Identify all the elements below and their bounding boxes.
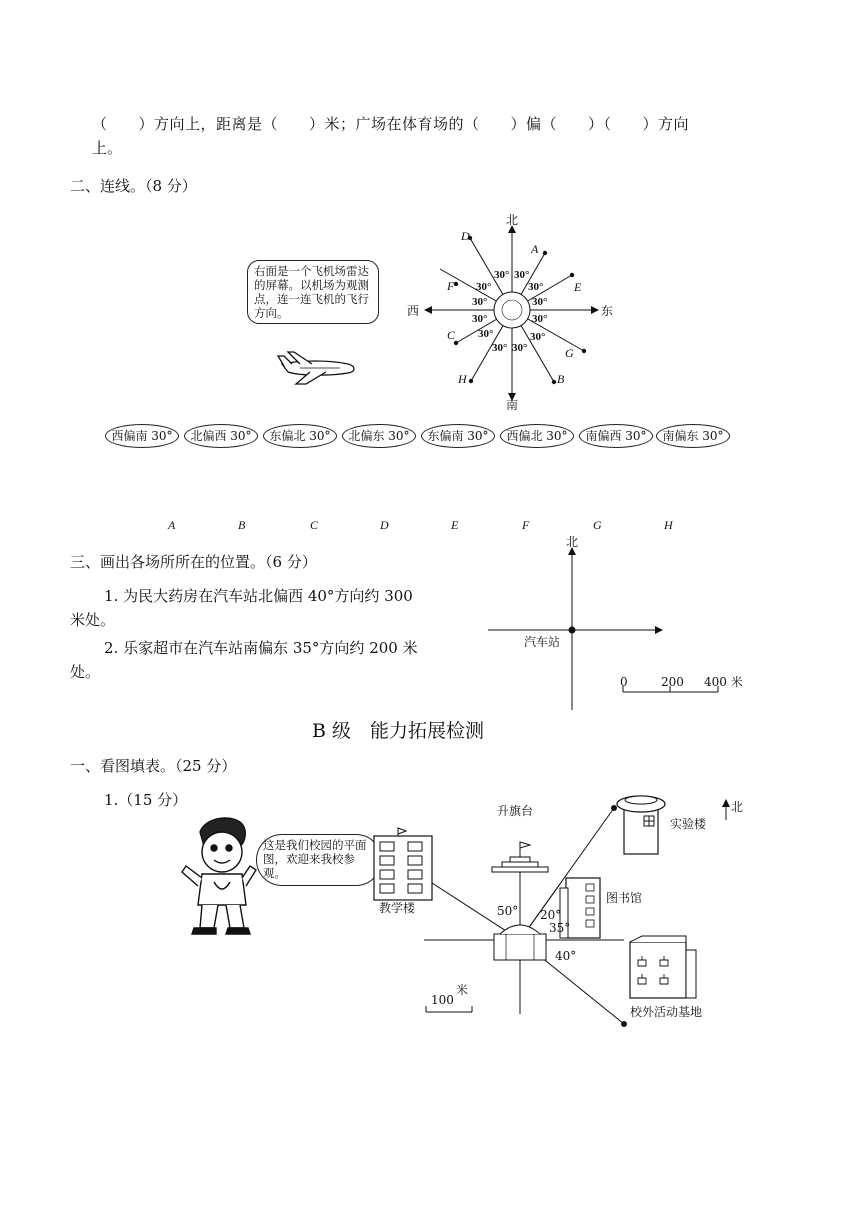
section-2-heading: 二、连线。（8 分）: [70, 177, 197, 195]
svg-text:30°: 30°: [478, 328, 494, 340]
direction-oval-6[interactable]: 西偏北 30°: [500, 424, 574, 448]
radar-west-label: 西: [407, 304, 420, 318]
svg-text:30°: 30°: [494, 269, 510, 281]
bus-axis-north: 北: [566, 535, 579, 549]
direction-oval-7[interactable]: 南偏西 30°: [579, 424, 653, 448]
radar-point-F: F: [447, 279, 455, 293]
bus-station-label: 汽车站: [524, 635, 561, 649]
section-3-item-2-cont: 处。: [70, 663, 101, 681]
radar-north-label: 北: [506, 213, 519, 227]
svg-text:30°: 30°: [472, 296, 488, 308]
svg-text:30°: 30°: [476, 281, 492, 293]
match-letter-F[interactable]: F: [522, 518, 530, 532]
direction-oval-4[interactable]: 北偏东 30°: [342, 424, 416, 448]
top-line-1: （ ）方向上，距离是（ ）米；广场在体育场的（ ）偏（ ）（ ）方向: [92, 115, 690, 133]
svg-text:30°: 30°: [472, 313, 488, 325]
scale-200: 200: [661, 675, 684, 689]
radar-east-label: 东: [601, 304, 614, 318]
match-letter-C[interactable]: C: [310, 518, 319, 532]
radar-point-B: B: [557, 372, 565, 386]
svg-text:30°: 30°: [514, 269, 530, 281]
section-3-heading: 三、画出各场所所在的位置。（6 分）: [70, 553, 317, 571]
outdoor-base-label: 校外活动基地: [630, 1005, 703, 1019]
match-letter-A[interactable]: A: [168, 518, 176, 532]
direction-oval-2[interactable]: 北偏西 30°: [184, 424, 258, 448]
radar-point-C: C: [447, 328, 456, 342]
radar-point-E: E: [574, 280, 582, 294]
match-letter-H[interactable]: H: [664, 518, 673, 532]
angle-40: 40°: [555, 949, 577, 963]
direction-oval-1[interactable]: 西偏南 30°: [105, 424, 179, 448]
radar-point-H: H: [458, 372, 467, 386]
svg-text:30°: 30°: [512, 342, 528, 354]
campus-welcome-bubble: 这是我们校园的平面图，欢迎来我校参观。: [256, 834, 382, 886]
section-b-title: B 级 能力拓展检测: [312, 720, 485, 742]
svg-text:30°: 30°: [492, 342, 508, 354]
match-letter-G[interactable]: G: [593, 518, 602, 532]
direction-oval-8[interactable]: 南偏东 30°: [656, 424, 730, 448]
scale-400: 400 米: [704, 675, 743, 689]
section-3-item-2: 2. 乐家超市在汽车站南偏东 35°方向约 200 米: [104, 639, 418, 657]
match-letter-D[interactable]: D: [380, 518, 389, 532]
radar-south-label: 南: [506, 398, 519, 412]
lab-building-label: 实验楼: [670, 817, 707, 831]
match-letter-B[interactable]: B: [238, 518, 246, 532]
direction-oval-5[interactable]: 东偏南 30°: [421, 424, 495, 448]
angle-35: 35°: [549, 921, 571, 935]
svg-text:30°: 30°: [528, 281, 544, 293]
map-scale-unit: 米: [456, 983, 469, 997]
section-3-item-1-cont: 米处。: [70, 611, 116, 629]
top-line-2: 上。: [92, 139, 123, 157]
angle-20: 20°: [540, 908, 562, 922]
match-letter-E[interactable]: E: [451, 518, 459, 532]
radar-point-A: A: [531, 242, 539, 256]
section-3-item-1: 1. 为民大药房在汽车站北偏西 40°方向约 300: [104, 587, 413, 605]
section-b-item-1: 1.（15 分）: [104, 791, 188, 809]
svg-text:30°: 30°: [530, 331, 546, 343]
flag-platform-label: 升旗台: [497, 804, 534, 818]
section-b-heading: 一、看图填表。（25 分）: [70, 757, 237, 775]
teaching-building-label: 教学楼: [379, 901, 416, 915]
radar-point-G: G: [565, 346, 574, 360]
svg-text:30°: 30°: [532, 313, 548, 325]
radar-instruction-bubble: 右面是一个飞机场雷达的屏幕。以机场为观测点，连一连飞机的飞行方向。: [247, 260, 379, 324]
map-scale-number: 100: [431, 993, 454, 1007]
direction-oval-3[interactable]: 东偏北 30°: [263, 424, 337, 448]
library-label: 图书馆: [606, 891, 643, 905]
radar-point-D: D: [461, 229, 470, 243]
svg-text:30°: 30°: [532, 296, 548, 308]
angle-50: 50°: [497, 904, 519, 918]
scale-0: 0: [620, 675, 628, 689]
map-north-label: 北: [731, 800, 744, 814]
